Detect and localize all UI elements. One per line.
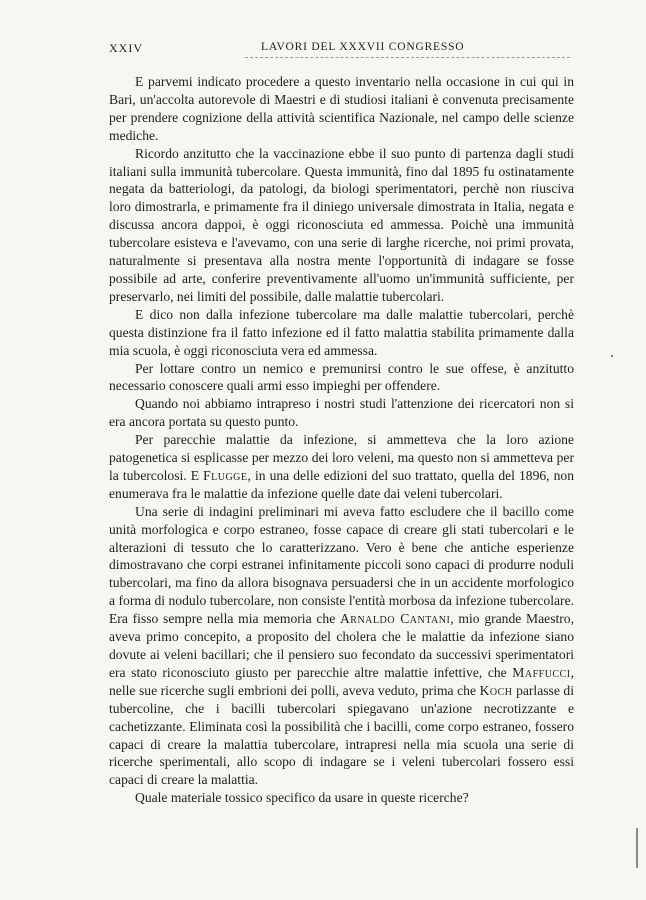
running-title: LAVORI DEL XXXVII CONGRESSO bbox=[261, 41, 465, 53]
paragraph-5: Quando noi abbiamo intrapreso i nostri studi l'attenzione dei ricercatori non si era ancora portata su questo punto. bbox=[109, 396, 574, 430]
page-header bbox=[109, 41, 574, 61]
author-name-koch: Koch bbox=[479, 682, 513, 698]
author-name-flugge: Flugge bbox=[203, 467, 248, 483]
body-text bbox=[109, 73, 574, 807]
paragraph-2: Ricordo anzitutto che la vaccinazione ebbe il suo punto di partenza dagli studi italiani sulla immunità tubercolare. Questa immunità, fino dal 1895 fu ostinatamente negata da batteriologi, da patologi, da biologi sperimentatori, perchè non riusciva loro dimostrarla, e primamente fra il diniego universale dimostrata in Italia, negata e discussa ancora dappoi, è oggi riconosciuta ed ammessa. Poichè una immunità tubercolare esisteva e l'avevamo, con una serie di larghe ricerche, noi primi provata, naturalmente si presentava alla nostra mente l'opportunità di indagare se fosse possibile ad arte, conferire preventivamente all'uomo un'immunità sufficiente, per preservarlo, nei limiti del possibile, dalle malattie tubercolari. bbox=[109, 145, 574, 304]
author-name-maffucci: Maffucci bbox=[512, 664, 571, 680]
header-rule bbox=[245, 57, 570, 58]
paragraph-6: Per parecchie malattie da infezione, si ammetteva che la loro azione patogenetica si esplicasse per mezzo dei loro veleni, ma questo non si ammetteva per la tubercolosi. E Flugge, in una delle edizioni del suo trattato, quella del 1896, non enumerava fra le malattie da infezione quelle date dai veleni tubercolari. bbox=[109, 432, 574, 501]
scan-speck bbox=[611, 355, 613, 357]
scan-edge-mark bbox=[636, 828, 638, 868]
paragraph-4: Per lottare contro un nemico e premunirsi contro le sue offese, è anzitutto necessario conoscere quali armi esso impieghi per offendere. bbox=[109, 360, 574, 394]
paragraph-8: Quale materiale tossico specifico da usare in queste ricerche? bbox=[135, 790, 469, 806]
page-number: XXIV bbox=[109, 41, 143, 55]
paragraph-3: E dico non dalla infezione tubercolare ma dalle malattie tubercolari, perchè questa distinzione fra il fatto infezione ed il fatto malattia stabilita primamente dalla mia scuola, è oggi riconosciuta vera ed ammessa. bbox=[109, 306, 574, 358]
paragraph-7: Una serie di indagini preliminari mi aveva fatto escludere che il bacillo come unità morfologica e corpo estraneo, fosse capace di creare gli stati tubercolari e le alterazioni di tessuto che lo caratterizzano. Vero è bene che antiche esperienze dimostravano che corpi estranei infinitamente piccoli sono capaci di produrre noduli tubercolari, ma fino da allora bisognava persuadersi che in un accidente morfologico a forma di nodulo tubercolare, non consiste l'entità morbosa da infezione tubercolare. Era fisso sempre nella mia memoria che Arnaldo Cantani, mio grande Maestro, aveva primo concepito, a proposito del cholera che le malattie da infezione siano dovute ai veleni bacillari; che il pensiero suo fecondato da successivi sperimentatori era stato riconosciuto giusto per parecchie altre malattie infettive, che Maffucci, nelle sue ricerche sugli embrioni dei polli, aveva veduto, prima che Koch parlasse di tubercoline, che i bacilli tubercolari spiegavano un'azione necrotizzante e cachetizzante. Eliminata così la possibilità che i bacilli, come corpo estraneo, fossero capaci di creare la malattia tubercolare, intrapresi nella mia scuola una serie di ricerche sperimentali, allo scopo di indagare se i veleni tubercolari fossero essi capaci di creare la malattia. bbox=[109, 503, 574, 788]
author-name-cantani: Arnaldo Cantani bbox=[339, 611, 451, 627]
paragraph-1: E parvemi indicato procedere a questo inventario nella occasione in cui qui in Bari, un'accolta autorevole di Maestri e di studiosi italiani è convenuta precisamente per prendere cognizione della attività scientifica Nazionale, nel campo delle scienze mediche. bbox=[109, 74, 574, 143]
